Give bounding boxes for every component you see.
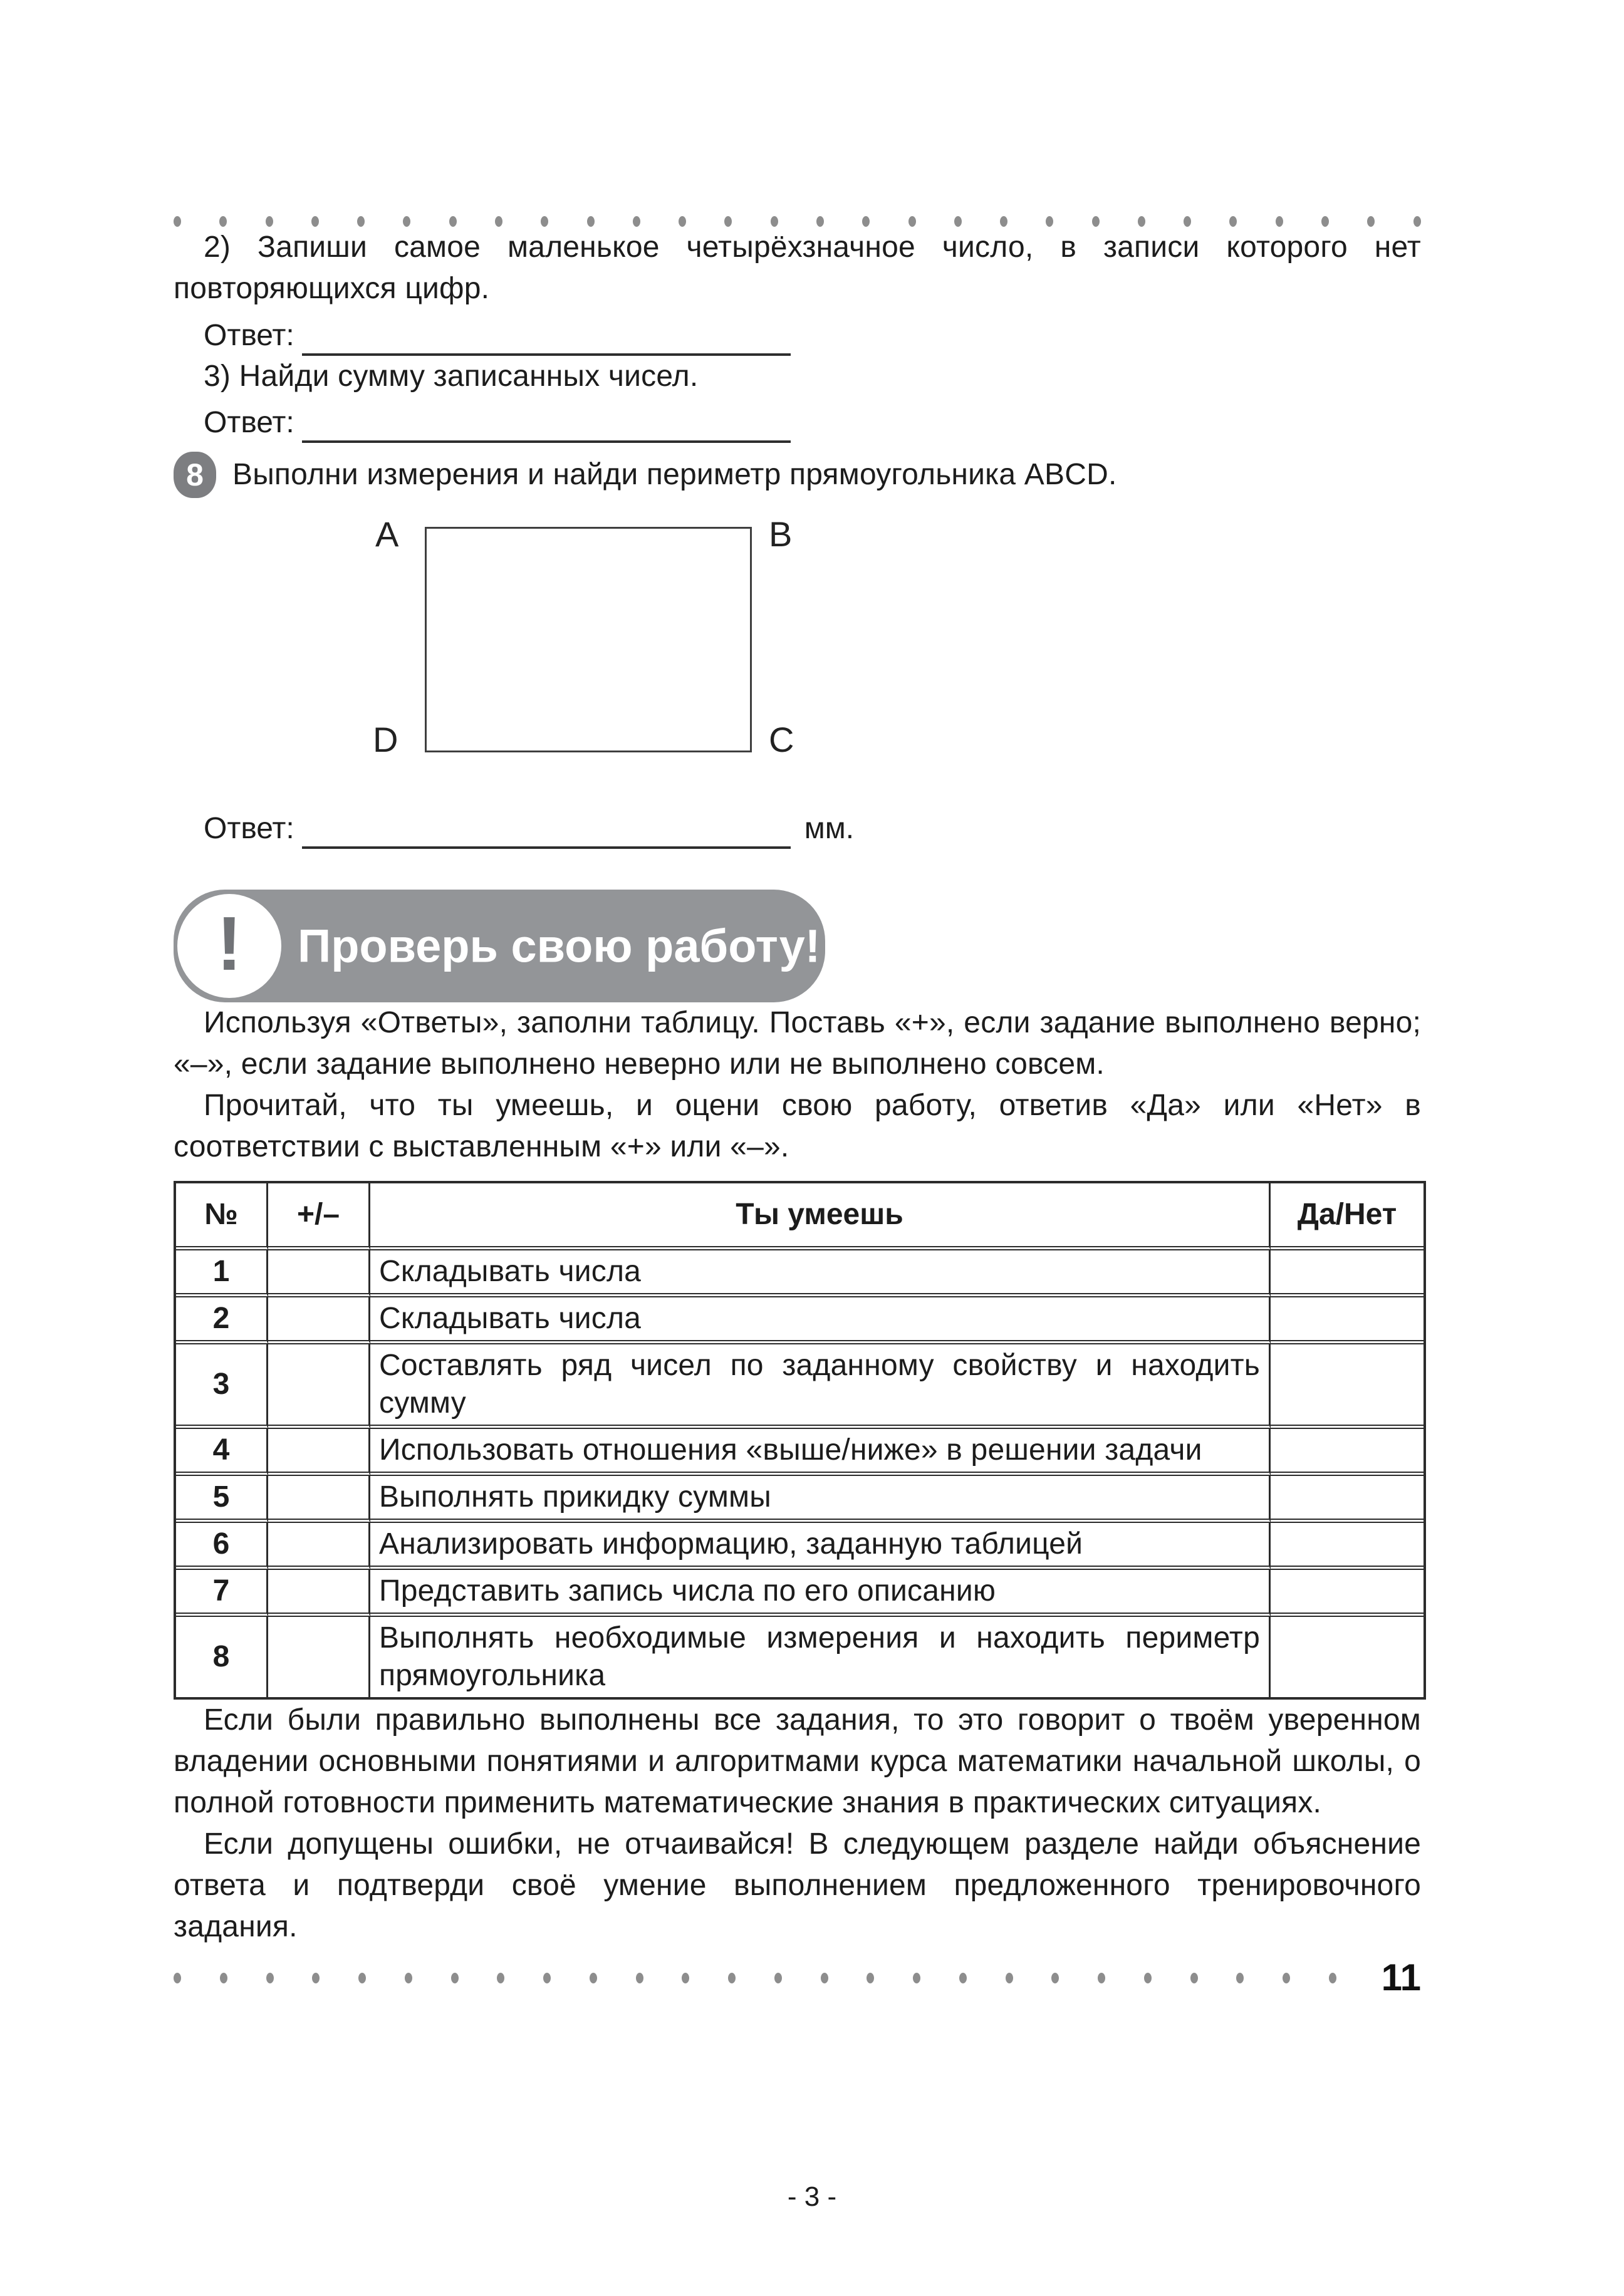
yes-no-cell [1271, 1250, 1424, 1297]
dot [913, 1973, 920, 1983]
bottom-border-row [174, 1956, 1421, 1998]
dot [1321, 216, 1329, 227]
table-row [176, 1570, 1424, 1617]
dot [449, 216, 457, 227]
outro-paragraph-2: Если допущены ошибки, не отчаивайся! В следующем разделе найди объяснение ответа и подтверди своё умение выполнением предложенного тренировочного задания. [174, 1827, 1421, 1943]
dot [1413, 216, 1421, 227]
dot [682, 1973, 689, 1983]
dot [728, 1973, 736, 1983]
page-number: 11 [1381, 1956, 1421, 1998]
yes-no-cell [1271, 1476, 1424, 1523]
dot [774, 1973, 782, 1983]
skills-table-header-row [176, 1183, 1424, 1250]
plus-minus-cell [268, 1617, 370, 1697]
dot [1184, 216, 1191, 227]
dot [311, 216, 319, 227]
dot [821, 1973, 828, 1983]
answer-row-task8 [174, 809, 1421, 849]
num: 7 [176, 1570, 268, 1617]
dot [590, 1973, 597, 1983]
dot [1092, 216, 1100, 227]
table-row [176, 1429, 1424, 1476]
dot [816, 216, 824, 227]
column-header: Да/Нет [1271, 1183, 1424, 1250]
dot [451, 1973, 459, 1983]
rect-corner-label-a: A [375, 514, 399, 554]
dot [1276, 216, 1283, 227]
task2-text: 2) Запиши самое маленькое четырёхзначное число, в записи которого нет повторяющихся цифр. [174, 231, 1421, 305]
dot [1051, 1973, 1059, 1983]
dot [495, 216, 502, 227]
rect-corner-label-d: D [373, 720, 398, 759]
dot [174, 216, 181, 227]
dot [1229, 216, 1237, 227]
dot [633, 216, 640, 227]
dot [1144, 1973, 1152, 1983]
rect-corner-label-c: C [769, 720, 794, 759]
dot [1283, 1973, 1290, 1983]
dot [220, 1973, 227, 1983]
bottom-dotted-border [174, 1973, 1336, 1983]
dot [1236, 1973, 1244, 1983]
dot [1367, 216, 1375, 227]
num: 4 [176, 1429, 268, 1476]
answer-blank-line [302, 810, 791, 849]
plus-minus-cell [268, 1297, 370, 1344]
dot [862, 216, 870, 227]
task3-text: 3) Найди сумму записанных чисел. [204, 360, 699, 393]
dot [867, 1973, 874, 1983]
plus-minus-cell [268, 1344, 370, 1429]
dot [497, 1973, 504, 1983]
skill-cell: Складывать числа [370, 1297, 1271, 1344]
num: 5 [176, 1476, 268, 1523]
exclamation-icon: ! [177, 894, 281, 998]
plus-minus-cell [268, 1250, 370, 1297]
task8-text: Выполни измерения и найди периметр прямоугольника ABCD. [232, 458, 1117, 491]
dot [636, 1973, 643, 1983]
plus-minus-cell [268, 1523, 370, 1570]
dot [908, 216, 916, 227]
dot [174, 1973, 181, 1983]
skill-cell: Использовать отношения «выше/ниже» в решении задачи [370, 1429, 1271, 1476]
yes-no-cell [1271, 1570, 1424, 1617]
dot [679, 216, 686, 227]
dot [266, 216, 273, 227]
dot [1329, 1973, 1336, 1983]
dot [219, 216, 227, 227]
dot [405, 1973, 412, 1983]
dot [724, 216, 732, 227]
num: 8 [176, 1617, 268, 1697]
plus-minus-cell [268, 1476, 370, 1523]
table-row [176, 1297, 1424, 1344]
banner-title: Проверь свою работу! [298, 920, 821, 972]
dot [1046, 216, 1053, 227]
table-row [176, 1344, 1424, 1429]
dot [587, 216, 595, 227]
skill-cell: Выполнять необходимые измерения и находить периметр прямоугольника [370, 1617, 1271, 1697]
rect-corner-label-b: B [769, 514, 793, 554]
answer-label: Ответ: [204, 319, 294, 352]
dot [358, 1973, 366, 1983]
page-footer: - 3 - [787, 2181, 837, 2212]
yes-no-cell [1271, 1617, 1424, 1697]
answer-blank-line [302, 317, 791, 356]
dot [357, 216, 365, 227]
outro-paragraph-1: Если были правильно выполнены все задания, то это говорит о твоём уверенном владении основными понятиями и алгоритмами курса математики начальной школы, о полной готовности применить математические знания в практических ситуациях. [174, 1703, 1421, 1819]
num: 6 [176, 1523, 268, 1570]
task8-row [174, 452, 1421, 498]
num: 3 [176, 1344, 268, 1429]
skill-cell: Представить запись числа по его описанию [370, 1570, 1271, 1617]
task-number-badge: 8 [174, 452, 216, 498]
dot [1006, 1973, 1013, 1983]
table-row [176, 1250, 1424, 1297]
rectangle-figure [174, 512, 1421, 763]
dot [1098, 1973, 1105, 1983]
dot [959, 1973, 967, 1983]
column-header: Ты умеешь [370, 1183, 1271, 1250]
check-your-work-banner [174, 890, 825, 1002]
intro-paragraph-2: Прочитай, что ты умеешь, и оцени свою работу, ответив «Да» или «Нет» в соответствии с выставленным «+» или «–». [174, 1089, 1421, 1163]
rectangle-abcd [425, 527, 752, 752]
dot [312, 1973, 320, 1983]
num: 1 [176, 1250, 268, 1297]
page-content [174, 0, 1421, 1997]
skills-table [174, 1181, 1426, 1700]
yes-no-cell [1271, 1523, 1424, 1570]
dot [954, 216, 962, 227]
answer-row-task3 [174, 403, 1421, 443]
column-header: № [176, 1183, 268, 1250]
yes-no-cell [1271, 1429, 1424, 1476]
skill-cell: Выполнять прикидку суммы [370, 1476, 1271, 1523]
unit-label-mm: мм. [804, 812, 855, 845]
table-row [176, 1523, 1424, 1570]
skills-table-body [176, 1250, 1424, 1697]
yes-no-cell [1271, 1344, 1424, 1429]
num: 2 [176, 1297, 268, 1344]
skill-cell: Анализировать информацию, заданную таблицей [370, 1523, 1271, 1570]
plus-minus-cell [268, 1429, 370, 1476]
plus-minus-cell [268, 1570, 370, 1617]
top-dotted-border [174, 216, 1421, 227]
answer-blank-line [302, 404, 791, 443]
dot [1138, 216, 1145, 227]
dot [1000, 216, 1007, 227]
answer-label: Ответ: [204, 812, 294, 845]
dot [771, 216, 778, 227]
dot [403, 216, 410, 227]
dot [266, 1973, 274, 1983]
dot [543, 1973, 551, 1983]
column-header: +/– [268, 1183, 370, 1250]
dot [1190, 1973, 1198, 1983]
skill-cell: Складывать числа [370, 1250, 1271, 1297]
table-row [176, 1476, 1424, 1523]
answer-row-task2 [174, 316, 1421, 356]
answer-label: Ответ: [204, 406, 294, 439]
skill-cell: Составлять ряд чисел по заданному свойству и находить сумму [370, 1344, 1271, 1429]
yes-no-cell [1271, 1297, 1424, 1344]
table-row [176, 1617, 1424, 1697]
dot [541, 216, 548, 227]
intro-paragraph-1: Используя «Ответы», заполни таблицу. Поставь «+», если задание выполнено верно; «–», если задание выполнено неверно или не выполнено совсем. [174, 1006, 1421, 1081]
